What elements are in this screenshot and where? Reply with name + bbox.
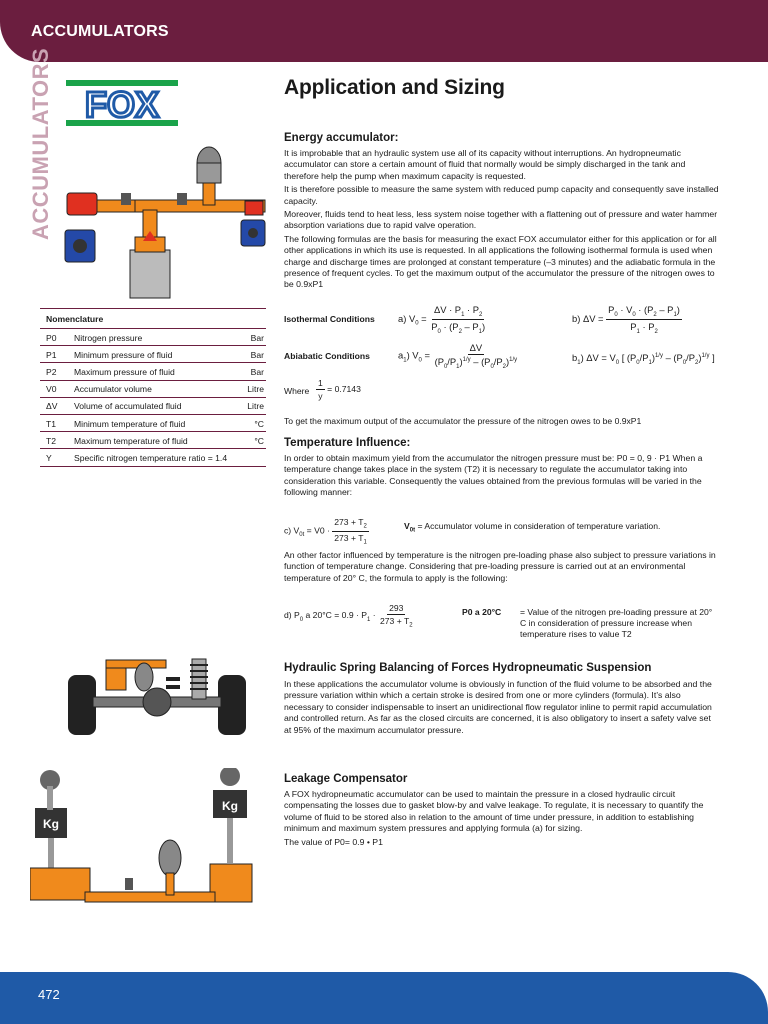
energy-heading: Energy accumulator: xyxy=(284,132,399,144)
table-row: Y Specific nitrogen temperature ratio = 1.4 xyxy=(40,449,266,466)
page-title: Application and Sizing xyxy=(284,76,505,99)
weight-label-right: Kg xyxy=(222,799,238,813)
isothermal-label: Isothermal Conditions xyxy=(284,314,375,324)
leakage-heading: Leakage Compensator xyxy=(284,773,408,785)
energy-text: It is improbable that an hydraulic system use all of its capacity without interruptions. An hydropneumatic accumulator can store a certain amount of fluid that normally would be simply discharged in the tank and therefore help the pump when maximum capacity is requested. It is therefore possible to measure the same system with reduced pump capacity and consequently save installed capacity. Moreover, fluids tend to heat less, less system noise together with a flattening out of pressure and water hammer absorption variations due to rapid valve operation. The following formulas are the basis for measuring the exact FOX accumulator either for this application or for all other applications in which its use is requested. In all applications the following isothermal formula is used when charge and discharge times are prolonged at constant temperature (–3 minutes) and the adiabatic formula in the presence of frequent cycles. To get the maximum output of the accumulator the pressure of the nitrogen owes to be 0.9xP1 xyxy=(284,148,719,290)
formula-a: a) $V_0$ = $\frac{\Delta V \cdot P_1 \cdot P_2}{P_0 \cdot (P_2 - P_1)}$ xyxy=(398,304,486,335)
table-row: ΔV Volume of accumulated fluid Litre xyxy=(40,398,266,415)
leakage-compensator-illustration xyxy=(30,768,270,918)
formula-a1: $a_1$) $V_0$ = $\frac{\Delta V}{(P_0/P_1)^{1/y} - (P_0/P_2)^{1/y}}$ xyxy=(398,342,518,370)
side-tab xyxy=(28,47,53,240)
side-tab-label: ACCUMULATORS xyxy=(28,47,53,240)
formula-d-desc: = Value of the nitrogen pre-loading pressure at 20° C in consideration of pressure increase when temperature rises to value T2 xyxy=(520,607,713,640)
temperature-text: In order to obtain maximum yield from the accumulator the nitrogen pressure must be: P0 = 0, 9 · P1 When a temperature change takes place in the system (T2) it is necessary to regulate the accumulator taking into consideration this variable. Consequently the values obtained from the previous formulas will be varied in the following manner: xyxy=(284,453,703,498)
leakage-text: A FOX hydropneumatic accumulator can be used to maintain the pressure in a closed hydraulic circuit compensating the losses due to gasket blow-by and valve leakage. To regulate, it is necessary to quantify the volume of fluid to be stored also in relation to the amount of time under pressure, in addition to establishing minimum and maximum system pressures and applying formula (a) for sizing. The value of P0= 0.9 • P1 xyxy=(284,789,704,847)
formula-b: b) ΔV = $\frac{P_0 \cdot V_0 \cdot (P_2 - P_1)}{P_1 \cdot P_2}$ xyxy=(572,304,680,335)
page-number: 472 xyxy=(38,987,60,1002)
formula-b1: $b_1$) $\Delta V = V_0$ [ $(P_0/P_1)^{1/y} - (P_0/P_2)^{1/y}$ ] xyxy=(572,352,715,366)
nitrogen-note: To get the maximum output of the accumulator the pressure of the nitrogen owes to be 0.9xP1 xyxy=(284,416,642,426)
header-bar xyxy=(0,0,768,62)
temperature-text-2: An other factor influenced by temperature is the nitrogen pre-loading phase also subject to pressure variations in function of temperature change. Considering that pre-loading pressure is carried out at an environmental temperature of 20° C, the formula to apply is the following: xyxy=(284,550,716,583)
table-row: P0 Nitrogen pressure Bar xyxy=(40,329,266,346)
fox-logo xyxy=(66,80,178,126)
formula-c: c) $V_{0t} = V0$ · $\frac{273 + T_2}{273 + T_1}$ xyxy=(284,517,367,546)
nomenclature-heading: Nomenclature xyxy=(40,308,266,329)
where-formula: $\frac{1}{y}$ = 0.7143 xyxy=(318,378,361,401)
suspension-illustration xyxy=(58,655,248,745)
table-row: P1 Minimum pressure of fluid Bar xyxy=(40,346,266,363)
spring-text: In these applications the accumulator volume is obviously in function of the fluid volume to be absorbed and the pressure variation within which a certain stroke is desired from one or more cylinders (formula). It’s also necessary to consider indispensable to insert an unidirectional flow regulator inline to permit rapid accumulation and controlled return. As far as the closed circuits are concerned, it is also obligatory to insert a safety valve set at 95% of the maximum accumulator pressure. xyxy=(284,679,712,735)
temperature-heading: Temperature Influence: xyxy=(284,437,411,449)
footer-bar xyxy=(0,972,768,1024)
formula-c-desc: $V_{0t}$ = Accumulator volume in consideration of temperature variation. xyxy=(404,521,661,534)
table-row: T2 Maximum temperature of fluid °C xyxy=(40,432,266,449)
nomenclature-table xyxy=(40,308,266,467)
where-label: Where xyxy=(284,386,310,396)
formula-d-label: P0 a 20°C xyxy=(462,607,502,617)
spring-heading: Hydraulic Spring Balancing of Forces Hydropneumatic Suspension xyxy=(284,662,652,674)
energy-accumulator-illustration xyxy=(55,145,270,300)
table-row: V0 Accumulator volume Litre xyxy=(40,381,266,398)
formula-d: d) $P_0$ a $20^\circ C = 0.9 \cdot P_1$ · $\frac{293}{273 + T_2}$ xyxy=(284,603,413,629)
table-row: T1 Minimum temperature of fluid °C xyxy=(40,415,266,432)
table-row: P2 Maximum pressure of fluid Bar xyxy=(40,363,266,380)
adiabatic-label: Abiabatic Conditions xyxy=(284,351,370,361)
section-title: ACCUMULATORS xyxy=(31,23,169,40)
logo-text: FOX xyxy=(84,84,160,125)
weight-label-left: Kg xyxy=(43,817,59,831)
